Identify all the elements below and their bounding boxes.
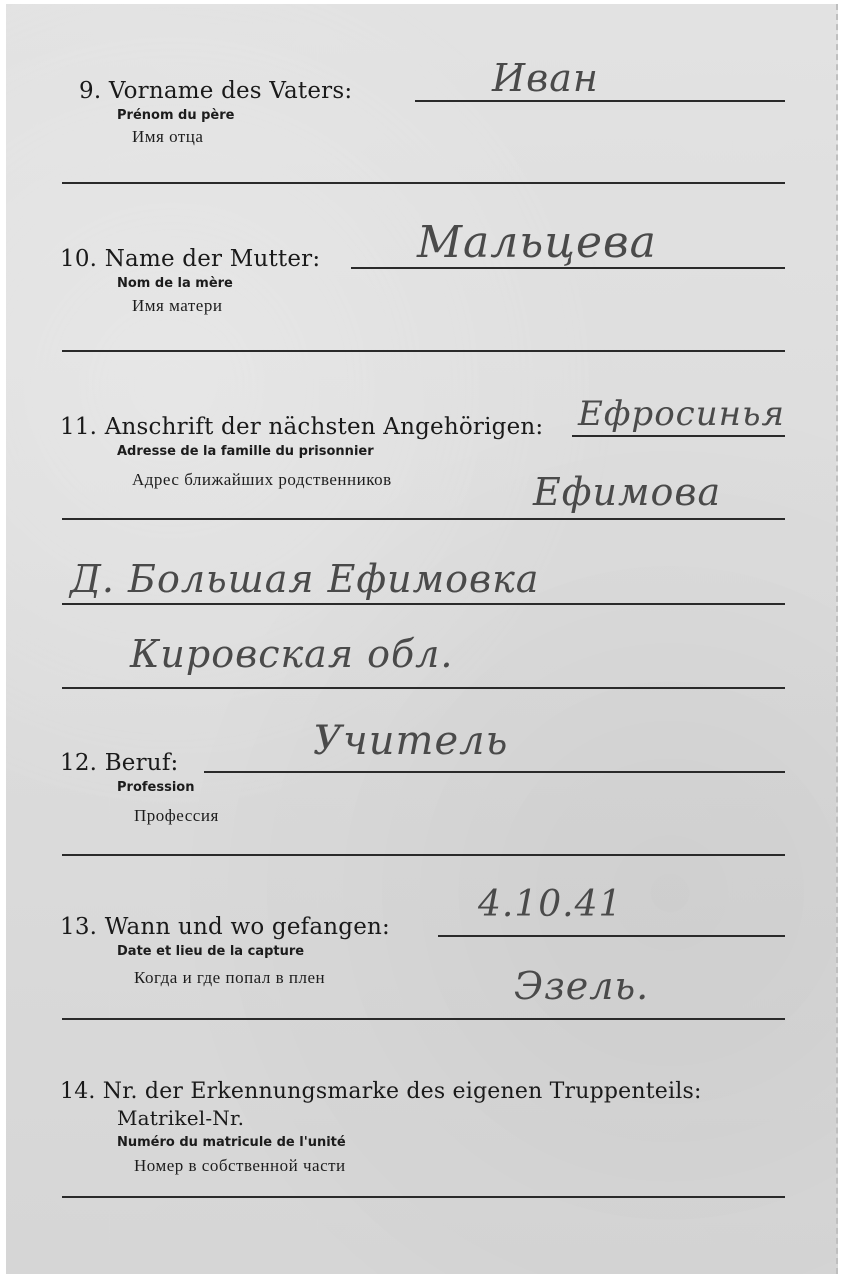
field-12-title: Beruf: bbox=[104, 750, 179, 776]
field-11-label-de bbox=[60, 414, 543, 440]
field-11-handwritten-4: Кировская обл. bbox=[130, 632, 454, 676]
separator-line bbox=[62, 1196, 785, 1198]
field-11-number: 11. bbox=[60, 414, 98, 440]
field-13-handwritten-place: Эзель. bbox=[514, 964, 650, 1008]
field-11-title: Anschrift der nächsten Angehörigen: bbox=[104, 414, 544, 440]
separator-line bbox=[62, 350, 785, 352]
field-11-label-fr: Adresse de la famille du prisonnier bbox=[117, 444, 374, 459]
field-13-title: Wann und wo gefangen: bbox=[104, 914, 390, 940]
field-14-title: Nr. der Erkennungsmarke des eigenen Truppenteils: bbox=[102, 1079, 702, 1104]
prisoner-card bbox=[6, 4, 838, 1274]
field-9-number: 9. bbox=[79, 78, 102, 104]
field-14-number: 14. bbox=[60, 1079, 96, 1104]
field-11-handwritten-1: Ефросинья bbox=[578, 394, 786, 434]
field-13-number: 13. bbox=[60, 914, 98, 940]
separator-line bbox=[62, 182, 785, 184]
field-11-handwritten-3: Д. Большая Ефимовка bbox=[70, 557, 540, 601]
field-10-handwritten: Мальцева bbox=[417, 217, 657, 268]
separator-line bbox=[62, 687, 785, 689]
field-13-label-de bbox=[60, 914, 390, 940]
field-14-label-de bbox=[60, 1079, 702, 1104]
field-13-handwritten-date: 4.10.41 bbox=[478, 884, 623, 925]
field-11-line bbox=[572, 435, 785, 437]
field-12-label-de bbox=[60, 750, 179, 776]
field-11-line-3 bbox=[62, 603, 785, 605]
field-14-label-de-2: Matrikel-Nr. bbox=[117, 1106, 245, 1130]
field-13-label-fr: Date et lieu de la capture bbox=[117, 944, 305, 959]
field-10-title: Name der Mutter: bbox=[104, 246, 321, 272]
field-12-line bbox=[204, 771, 785, 773]
field-12-label-ru: Профессия bbox=[134, 806, 219, 825]
field-12-label-fr: Profession bbox=[117, 780, 195, 795]
field-11-line-2 bbox=[62, 518, 785, 520]
field-12-number: 12. bbox=[60, 750, 98, 776]
field-10-label-fr: Nom de la mère bbox=[117, 276, 233, 291]
field-9-line bbox=[415, 100, 785, 102]
field-10-number: 10. bbox=[60, 246, 98, 272]
field-9-label-fr: Prénom du père bbox=[117, 108, 235, 123]
field-10-label-de bbox=[60, 246, 320, 272]
field-14-label-fr: Numéro du matricule de l'unité bbox=[117, 1135, 346, 1150]
field-9-label-de bbox=[79, 78, 352, 104]
field-14-label-ru: Номер в собственной части bbox=[134, 1156, 346, 1175]
field-11-label-ru: Адрес ближайших родственников bbox=[132, 470, 392, 489]
field-12-handwritten: Учитель bbox=[313, 718, 509, 764]
separator-line bbox=[62, 854, 785, 856]
field-9-handwritten: Иван bbox=[492, 56, 599, 100]
field-13-line bbox=[438, 935, 785, 937]
separator-line bbox=[62, 1018, 785, 1020]
field-9-title: Vorname des Vaters: bbox=[108, 78, 353, 104]
field-9-label-ru: Имя отца bbox=[132, 127, 204, 146]
field-11-handwritten-2: Ефимова bbox=[533, 470, 722, 514]
field-13-label-ru: Когда и где попал в плен bbox=[134, 968, 326, 987]
field-10-label-ru: Имя матери bbox=[132, 296, 223, 315]
